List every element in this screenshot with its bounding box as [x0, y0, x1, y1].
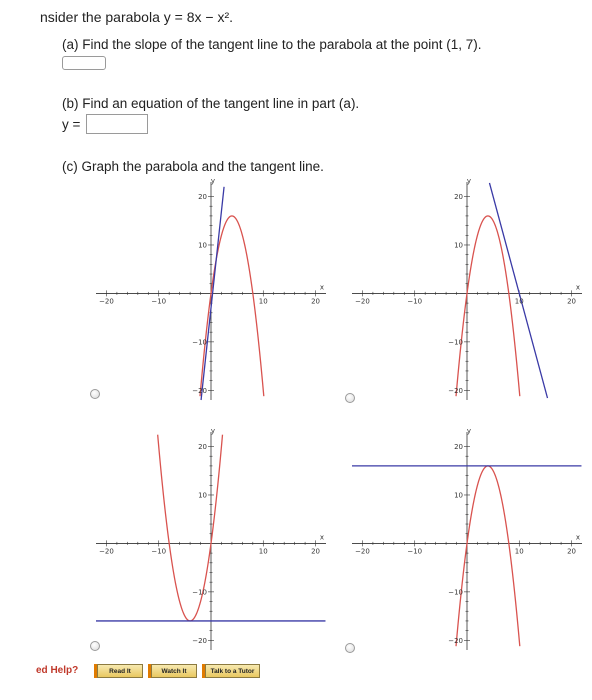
- tangent-equation-prefix: y =: [62, 117, 81, 132]
- x-axis-label: x: [575, 533, 580, 542]
- x-tick-label: 20: [567, 547, 577, 556]
- watch-it-button[interactable]: Watch It: [151, 664, 197, 678]
- parabola-curve: [158, 435, 223, 621]
- y-axis-label: y: [466, 427, 472, 435]
- graph-option-1: [96, 177, 326, 400]
- y-tick-label: −10: [448, 588, 463, 597]
- y-tick-label: −20: [448, 386, 463, 395]
- x-tick-label: −20: [355, 547, 370, 556]
- tangent-equation-field[interactable]: [86, 114, 148, 134]
- x-axis-label: x: [319, 533, 324, 542]
- graph-option-2-radio[interactable]: [345, 393, 355, 403]
- graph-option-1-radio[interactable]: [90, 389, 100, 399]
- y-axis-label: y: [210, 177, 216, 185]
- y-tick-label: 20: [198, 193, 207, 202]
- part-a-prompt: (a) Find the slope of the tangent line to the parabola at the point (1, 7).: [62, 37, 482, 52]
- x-tick-label: 20: [311, 547, 321, 556]
- x-tick-label: 10: [514, 547, 524, 556]
- x-tick-label: 10: [514, 297, 524, 306]
- part-c-prompt: (c) Graph the parabola and the tangent line.: [62, 159, 324, 174]
- parabola-curve: [200, 216, 264, 396]
- y-tick-label: −20: [192, 636, 207, 645]
- y-tick-label: 20: [454, 443, 463, 452]
- graph-option-4-radio[interactable]: [345, 643, 355, 653]
- talk-to-tutor-button[interactable]: Talk to a Tutor: [205, 664, 260, 678]
- x-tick-label: −20: [99, 297, 114, 306]
- parabola-curve: [456, 466, 520, 646]
- question-title: nsider the parabola y = 8x − x².: [40, 9, 233, 25]
- x-tick-label: −10: [151, 547, 167, 556]
- y-tick-label: −10: [448, 338, 463, 347]
- x-tick-label: −10: [151, 297, 167, 306]
- part-b-prompt: (b) Find an equation of the tangent line in part (a).: [62, 96, 360, 111]
- y-tick-label: 10: [454, 491, 463, 500]
- y-tick-label: −20: [448, 636, 463, 645]
- x-tick-label: 20: [311, 297, 321, 306]
- slope-answer-field[interactable]: [62, 56, 106, 70]
- y-tick-label: 10: [454, 241, 463, 250]
- y-tick-label: −10: [192, 338, 207, 347]
- y-axis-label: y: [210, 427, 216, 435]
- y-tick-label: 10: [198, 491, 207, 500]
- y-tick-label: 20: [454, 193, 463, 202]
- read-it-button[interactable]: Read It: [97, 664, 143, 678]
- need-help-label: ed Help?: [36, 665, 79, 676]
- x-tick-label: 10: [258, 547, 268, 556]
- graph-option-4: [352, 427, 582, 650]
- graph-option-3: [96, 427, 326, 650]
- x-tick-label: −10: [407, 547, 423, 556]
- x-axis-label: x: [319, 283, 324, 292]
- y-tick-label: −20: [192, 386, 207, 395]
- y-axis-label: y: [466, 177, 472, 185]
- x-tick-label: 10: [258, 297, 268, 306]
- y-tick-label: 10: [198, 241, 207, 250]
- x-tick-label: −20: [99, 547, 114, 556]
- x-tick-label: 20: [567, 297, 577, 306]
- x-axis-label: x: [575, 283, 580, 292]
- x-tick-label: −20: [355, 297, 370, 306]
- y-tick-label: 20: [198, 443, 207, 452]
- graph-option-3-radio[interactable]: [90, 641, 100, 651]
- y-tick-label: −10: [192, 588, 207, 597]
- x-tick-label: −10: [407, 297, 423, 306]
- graph-option-2: [352, 177, 582, 400]
- parabola-curve: [456, 216, 520, 396]
- tangent-line: [489, 183, 547, 398]
